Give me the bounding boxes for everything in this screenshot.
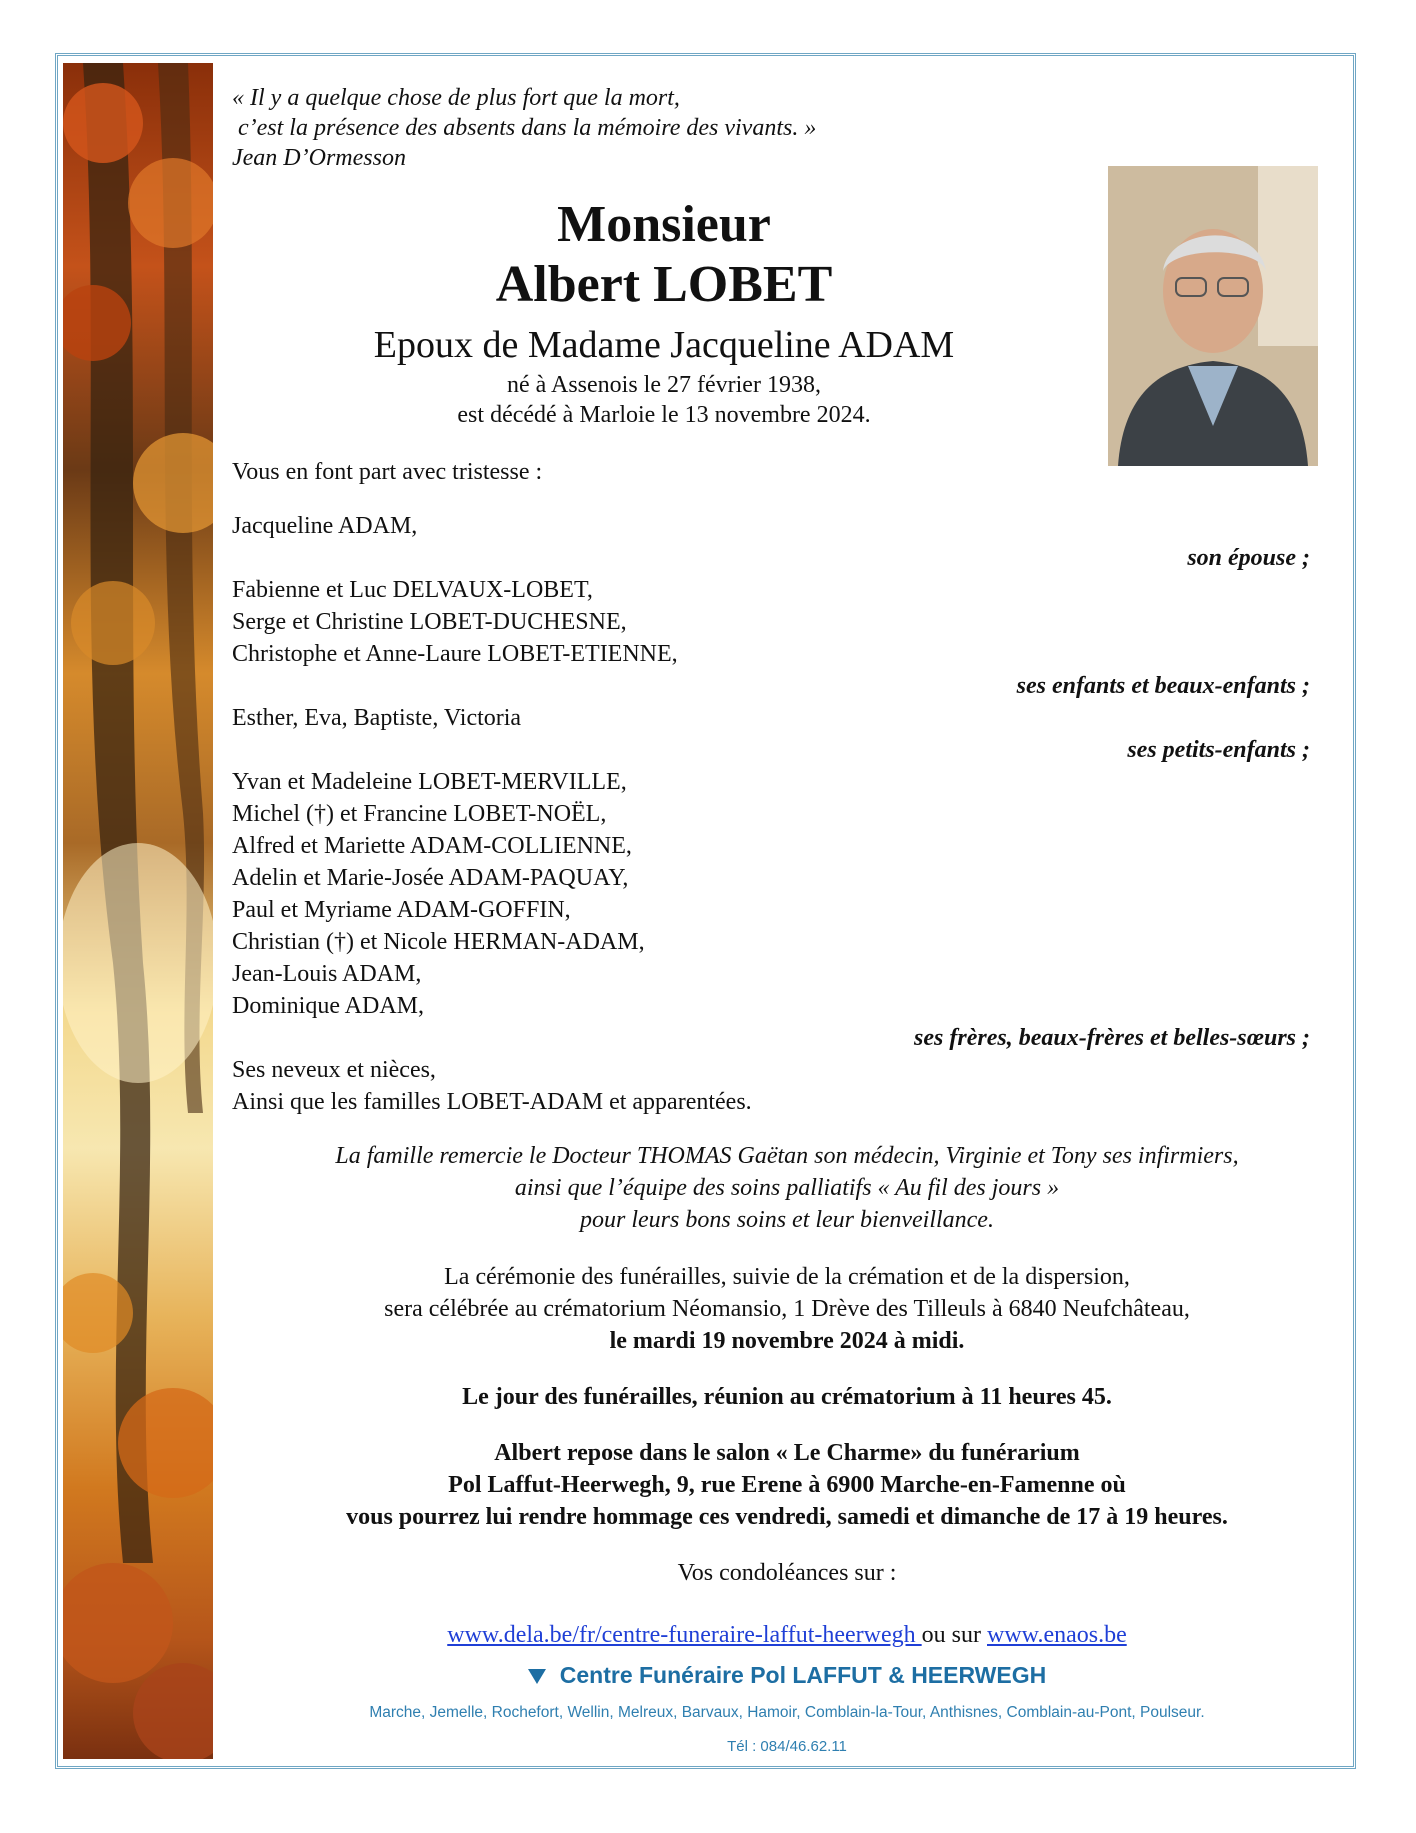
family-sibling-name: Christian (†) et Nicole HERMAN-ADAM, xyxy=(232,929,645,955)
family-sibling-name: Jean-Louis ADAM, xyxy=(232,961,422,987)
enaos-link[interactable]: www.enaos.be xyxy=(987,1622,1127,1648)
intro-text: Vous en font part avec tristesse : xyxy=(232,459,543,485)
autumn-forest-image xyxy=(63,63,213,1759)
ceremony-date: le mardi 19 novembre 2024 à midi. xyxy=(609,1328,965,1354)
relation-siblings: ses frères, beaux-frères et belles-sœurs ; xyxy=(914,1025,1310,1051)
relation-grandchildren: ses petits-enfants ; xyxy=(1127,737,1310,763)
family-sibling-name: Yvan et Madeleine LOBET-MERVILLE, xyxy=(232,769,627,795)
condolences-label: Vos condoléances sur : xyxy=(677,1560,897,1586)
quote-line-2: c’est la présence des absents dans la mémoire des vivants. » xyxy=(232,115,817,141)
ceremony-line-2: sera célébrée au crématorium Néomansio, 1 Drève des Tilleuls à 6840 Neufchâteau, xyxy=(384,1296,1190,1322)
relation-spouse: son épouse ; xyxy=(1187,545,1310,571)
family-sibling-name: Michel (†) et Francine LOBET-NOËL, xyxy=(232,801,607,827)
thanks-line: La famille remercie le Docteur THOMAS Gaëtan son médecin, Virginie et Tony ses infirmiers, xyxy=(335,1143,1239,1169)
quote-line-1: « Il y a quelque chose de plus fort que la mort, xyxy=(232,85,680,111)
visitation-line: vous pourrez lui rendre hommage ces vendredi, samedi et dimanche de 17 à 19 heures. xyxy=(346,1504,1228,1530)
ceremony-line-1: La cérémonie des funérailles, suivie de la crémation et de la dispersion, xyxy=(444,1264,1130,1290)
deceased-name: Albert LOBET xyxy=(495,256,833,313)
epigraph-quote xyxy=(232,83,816,173)
family-sibling-name: Alfred et Mariette ADAM-COLLIENNE, xyxy=(232,833,632,859)
condolences-links xyxy=(232,1619,1342,1651)
funeral-home-brand xyxy=(232,1662,1342,1689)
family-grandchildren-names: Esther, Eva, Baptiste, Victoria xyxy=(232,705,522,731)
family-child-name: Christophe et Anne-Laure LOBET-ETIENNE, xyxy=(232,641,678,667)
family-child-name: Fabienne et Luc DELVAUX-LOBET, xyxy=(232,577,593,603)
visitation-line: Albert repose dans le salon « Le Charme» du funérarium xyxy=(494,1440,1080,1466)
portrait-photo xyxy=(1108,166,1318,466)
meeting-info: Le jour des funérailles, réunion au crématorium à 11 heures 45. xyxy=(462,1384,1112,1410)
dela-link[interactable]: www.dela.be/fr/centre-funeraire-laffut-heerwegh xyxy=(447,1622,922,1648)
brand-name: Centre Funéraire Pol LAFFUT & HEERWEGH xyxy=(559,1662,1047,1688)
family-child-name: Serge et Christine LOBET-DUCHESNE, xyxy=(232,609,627,635)
relation-children: ses enfants et beaux-enfants ; xyxy=(1016,673,1310,699)
funeral-home-towns: Marche, Jemelle, Rochefort, Wellin, Melreux, Barvaux, Hamoir, Comblain-la-Tour, Anthisnes, Comblain-au-Pont, Poulseur. xyxy=(369,1704,1205,1721)
link-connector: ou sur xyxy=(921,1622,987,1648)
deceased-spouse: Epoux de Madame Jacqueline ADAM xyxy=(373,324,955,366)
birth-info: né à Assenois le 27 février 1938, xyxy=(507,372,821,398)
visitation-line: Pol Laffut-Heerwegh, 9, rue Erene à 6900 Marche-en-Famenne où xyxy=(448,1472,1126,1498)
family-spouse-name: Jacqueline ADAM, xyxy=(232,513,418,539)
family-sibling-name: Dominique ADAM, xyxy=(232,993,424,1019)
family-sibling-name: Paul et Myriame ADAM-GOFFIN, xyxy=(232,897,571,923)
family-others-line: Ainsi que les familles LOBET-ADAM et apparentées. xyxy=(232,1089,752,1115)
thanks-line: ainsi que l’équipe des soins palliatifs « Au fil des jours » xyxy=(514,1175,1060,1201)
thanks-line: pour leurs bons soins et leur bienveillance. xyxy=(580,1207,994,1233)
death-info: est décédé à Marloie le 13 novembre 2024. xyxy=(457,402,871,428)
funeral-home-phone: Tél : 084/46.62.11 xyxy=(727,1738,847,1755)
deceased-title: Monsieur xyxy=(557,196,771,253)
family-sibling-name: Adelin et Marie-Josée ADAM-PAQUAY, xyxy=(232,865,629,891)
quote-author: Jean D’Ormesson xyxy=(232,145,406,171)
family-others-line: Ses neveux et nièces, xyxy=(232,1057,436,1083)
triangle-down-icon xyxy=(528,1669,546,1684)
